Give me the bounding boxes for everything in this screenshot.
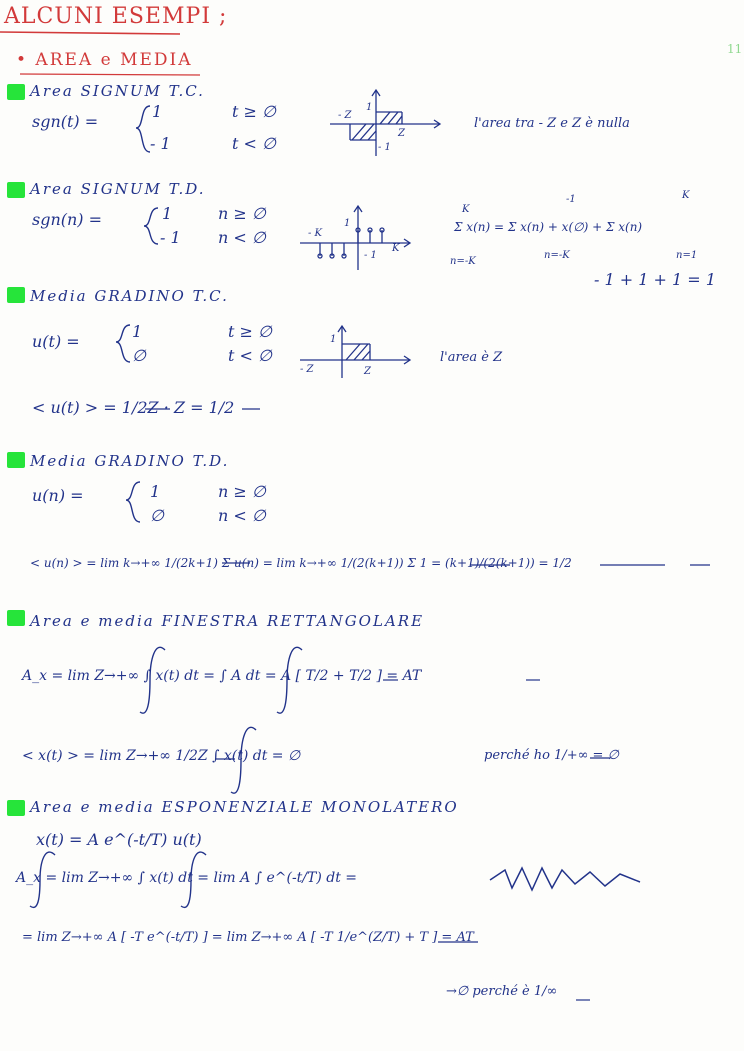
sum-limit: n=-K [450, 256, 476, 267]
section-note: perché ho 1/+∞ = ∅ [484, 748, 619, 763]
area-formula: A_x = lim Z→+∞ ∫ x(t) dt = ∫ A dt = A [ T/2 + T/2 ] = AT [22, 668, 422, 684]
case-condition: t < ∅ [228, 346, 272, 365]
definition-lhs: u(t) = [32, 332, 80, 351]
section-marker [7, 452, 25, 468]
axis-label: K [392, 243, 400, 254]
section-heading: Area e media FINESTRA RETTANGOLARE [30, 612, 425, 630]
sum-limit: n=-K [544, 250, 570, 261]
crossed-out-scribble [490, 868, 640, 890]
sum-limit: K [462, 204, 470, 215]
case-value: 1 [162, 204, 173, 223]
definition-lhs: sgn(t) = [32, 112, 99, 131]
case-condition: t < ∅ [232, 134, 276, 153]
axis-label: 1 [330, 334, 337, 345]
case-value: 1 [132, 322, 143, 341]
mean-formula: < x(t) > = lim Z→+∞ 1/2Z ∫ x(t) dt = ∅ [22, 748, 301, 764]
axis-label: - Z [300, 364, 314, 375]
case-value: ∅ [132, 346, 146, 365]
mean-formula: < u(t) > = 1/2Z · Z = 1/2 [32, 398, 235, 417]
case-condition: n ≥ ∅ [218, 204, 266, 223]
definition-lhs: u(n) = [32, 486, 84, 505]
section-marker [7, 610, 25, 626]
page-title: ALCUNI ESEMPI ; [4, 4, 228, 29]
section-heading: Area SIGNUM T.D. [30, 180, 206, 198]
case-value: - 1 [160, 228, 181, 247]
section-heading: Media GRADINO T.D. [30, 452, 230, 470]
sum-limit: K [682, 190, 690, 201]
section-note: →∅ perché è 1/∞ [446, 984, 558, 999]
section-note: l'area è Z [440, 350, 503, 365]
axis-label: - 1 [378, 142, 391, 153]
section-marker [7, 287, 25, 303]
section-heading: Area e media ESPONENZIALE MONOLATERO [30, 798, 459, 816]
case-condition: t ≥ ∅ [228, 322, 272, 341]
section-marker [7, 182, 25, 198]
case-value: - 1 [150, 134, 171, 153]
case-value: ∅ [150, 506, 164, 525]
axis-label: 1 [366, 102, 373, 113]
sum-expression: Σ x(n) = Σ x(n) + x(∅) + Σ x(n) [454, 220, 643, 234]
axis-label: - K [308, 228, 323, 239]
integral-signs [30, 647, 302, 907]
section-note: l'area tra - Z e Z è nulla [474, 116, 630, 131]
case-condition: n < ∅ [218, 506, 266, 525]
case-value: 1 [150, 482, 161, 501]
section-marker [7, 84, 25, 100]
case-value: 1 [152, 102, 163, 121]
u-tc-graph [300, 326, 410, 378]
case-condition: n ≥ ∅ [218, 482, 266, 501]
sum-limit: n=1 [676, 250, 698, 261]
title-underline [0, 32, 180, 34]
case-condition: t ≥ ∅ [232, 102, 276, 121]
case-condition: n < ∅ [218, 228, 266, 247]
definition-formula: x(t) = A e^(-t/T) u(t) [36, 830, 202, 849]
section-heading: Media GRADINO T.C. [30, 287, 229, 305]
page-subtitle: • AREA e MEDIA [16, 50, 193, 70]
axis-label: Z [398, 128, 405, 139]
section-heading: Area SIGNUM T.C. [30, 82, 205, 100]
axis-label: 1 [344, 218, 351, 229]
section-marker [7, 800, 25, 816]
definition-lhs: sgn(n) = [32, 210, 103, 229]
corner-mark: 11 [727, 42, 743, 56]
axis-label: Z [364, 366, 371, 377]
mean-formula: < u(n) > = lim k→+∞ 1/(2k+1) Σ u(n) = lim k→+∞ 1/(2(k+1)) Σ 1 = (k+1)/(2(k+1)) = 1/2 [30, 556, 572, 570]
sum-limit: -1 [566, 194, 576, 205]
area-formula-continued: = lim Z→+∞ A [ -T e^(-t/T) ] = lim Z→+∞ A [ -T 1/e^(Z/T) + T ] = AT [22, 930, 474, 945]
axis-label: - Z [338, 110, 352, 121]
sum-result: - 1 + 1 + 1 = 1 [594, 270, 716, 289]
subtitle-underline [20, 74, 200, 75]
area-formula: A_x = lim Z→+∞ ∫ x(t) dt = lim A ∫ e^(-t/T) dt = [16, 870, 358, 886]
axis-label: - 1 [364, 250, 377, 261]
